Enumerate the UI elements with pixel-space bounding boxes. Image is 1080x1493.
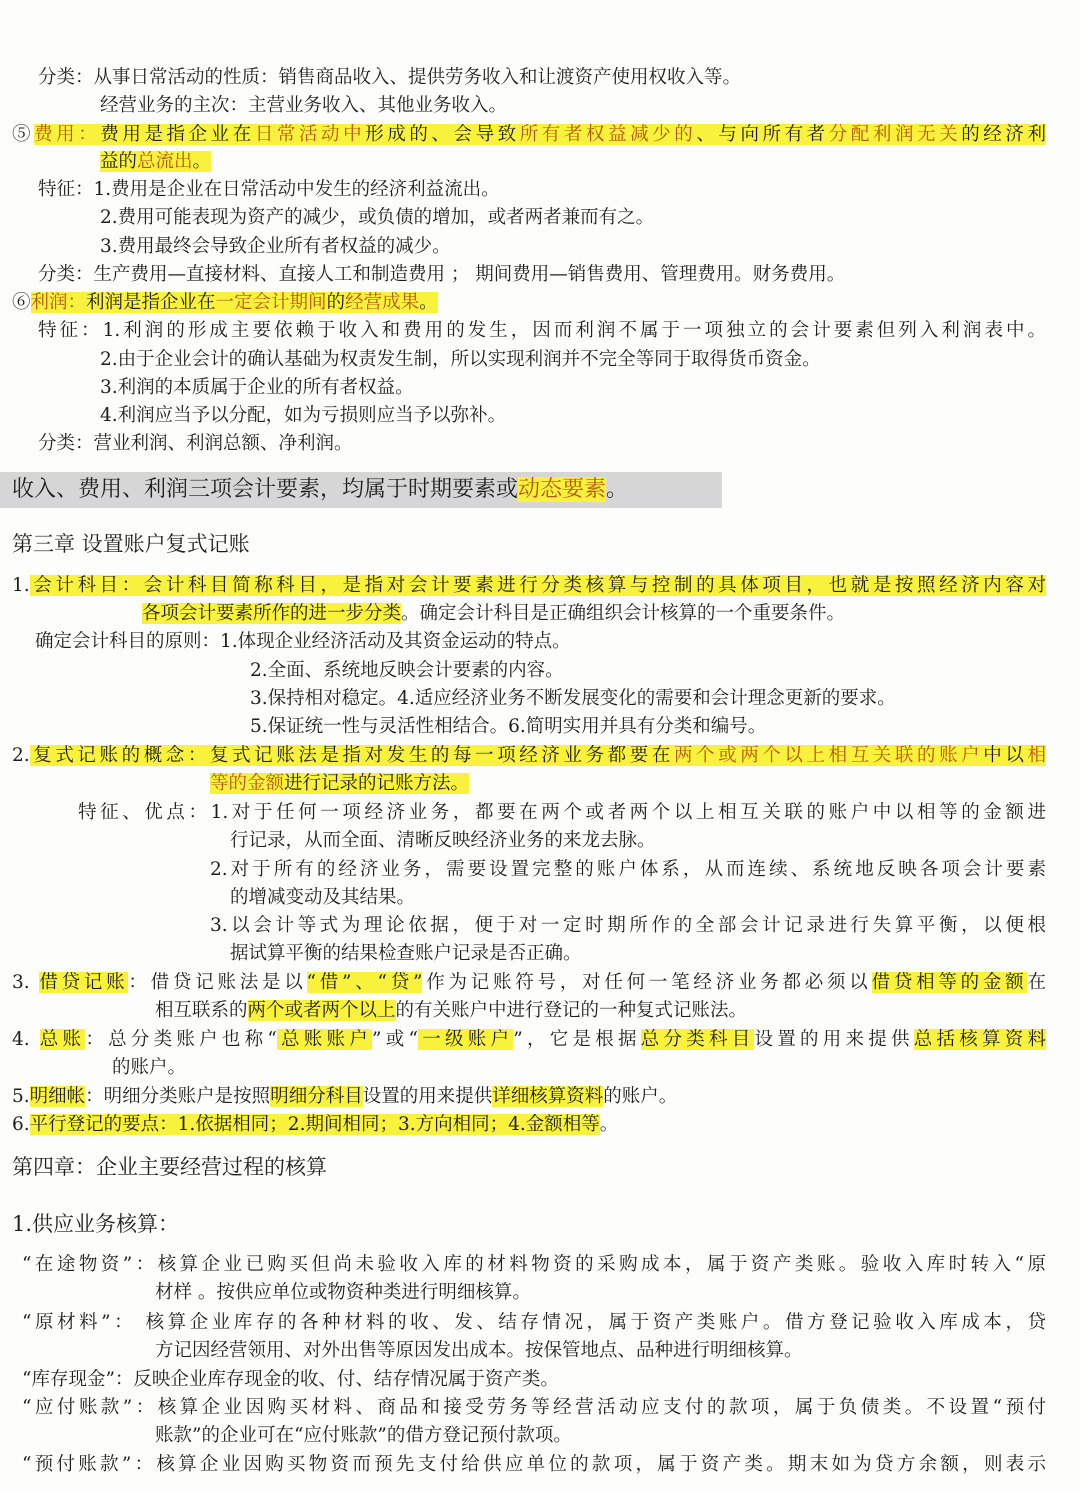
text-segment: ：总分类账户也称“ — [85, 1029, 277, 1050]
text-segment: “预付账款”：核算企业因购买物资而预先支付给供应单位的款项，属于资产类。期末如为贷方余额，则表示 — [22, 1454, 1046, 1475]
highlighted-text: 明细分科目 — [270, 1086, 363, 1107]
highlighted-text: 一定会计期间 — [215, 292, 327, 313]
text-line — [38, 317, 1046, 345]
text-segment: 3.以会计等式为理论依据，便于对一定时期所作的全部会计记录进行失算平衡，以便根 — [210, 915, 1046, 936]
account-line — [22, 1394, 1046, 1422]
chapter-heading — [12, 1153, 327, 1181]
text-segment: 相互联系的 — [155, 1000, 248, 1021]
text-segment: 的账户。 — [112, 1057, 187, 1078]
text-segment: 4. — [12, 1029, 40, 1050]
text-segment: 分类：从事日常活动的性质：销售商品收入、提供劳务收入和让渡资产使用权收入等。 — [38, 67, 742, 88]
text-segment: 设置的用来提供 — [362, 1086, 493, 1107]
highlighted-text: 利润： — [30, 292, 87, 313]
highlighted-text: 中以 — [983, 745, 1028, 766]
highlighted-text: 。 — [419, 292, 438, 313]
text-segment: 的有关账户中进行登记的一种复式记账法。 — [395, 1000, 748, 1021]
text-segment: 材样 。按供应单位或物资种类进行明细核算。 — [155, 1282, 531, 1303]
highlighted-text: 借贷相等的金额 — [871, 972, 1028, 993]
highlighted-text: 复式记账的概念： — [29, 745, 210, 766]
highlighted-text: 借贷记账 — [39, 972, 129, 993]
highlighted-text: 总流出 — [137, 151, 193, 172]
text-line — [35, 628, 571, 656]
text-segment: 在 — [1027, 972, 1046, 993]
text-line — [100, 346, 821, 374]
highlighted-text: 形成的、会导致 — [365, 124, 520, 145]
text-segment: “原材料”： 核算企业库存的各种材料的收、发、结存情况，属于资产类账户。借方登记验收入库成本，贷 — [22, 1312, 1046, 1333]
text-line — [210, 770, 469, 798]
highlighted-text: 的 — [326, 292, 346, 313]
highlighted-text: 总分类科目 — [640, 1029, 755, 1050]
highlighted-text: 进行记录的记账方法。 — [284, 773, 470, 794]
highlighted-text: 费用是指企业在 — [100, 124, 255, 145]
text-segment: 分类：营业利润、利润总额、净利润。 — [38, 433, 353, 454]
text-segment: ⑥ — [12, 292, 31, 313]
definition-line — [12, 1083, 677, 1111]
text-line — [100, 92, 507, 120]
summary-line — [12, 472, 628, 508]
highlighted-text: 会计科目简称科目，是指对会计要素进行分类核算与控制的具体项目，也就是按照经济内容对 — [143, 575, 1046, 596]
highlighted-text: 、与向所有者 — [696, 124, 829, 145]
definition-line — [12, 1111, 618, 1139]
text-segment: 方记因经营领用、对外出售等原因发出成本。按保管地点、品种进行明细核算。 — [155, 1340, 803, 1361]
account-line — [22, 1366, 559, 1394]
text-segment: ：借贷记账法是以 — [128, 972, 307, 993]
text-segment: 5.保证统一性与灵活性相结合。6.简明实用并具有分类和编号。 — [250, 716, 767, 737]
highlighted-text: 总账账户 — [276, 1029, 373, 1050]
text-line — [142, 600, 845, 628]
text-segment: ”或“ — [372, 1029, 418, 1050]
highlighted-text: 相 — [1027, 745, 1046, 766]
text-segment: 账款”的企业可在“应付账款”的借方登记预付款项。 — [155, 1425, 572, 1446]
text-segment: 作为记账符号，对任何一笔经济业务都必须以 — [422, 972, 872, 993]
text-segment: 的增减变动及其结果。 — [230, 887, 416, 908]
text-line — [210, 856, 1046, 884]
highlighted-text: 的经济利 — [961, 124, 1046, 145]
text-segment: 2.费用可能表现为资产的减少，或负债的增加，或者两者兼而有之。 — [100, 207, 655, 228]
text-line — [38, 64, 741, 92]
text-segment: 3.利润的本质属于企业的所有者权益。 — [100, 377, 414, 398]
text-segment: 2.全面、系统地反映会计要素的内容。 — [250, 660, 564, 681]
text-line — [155, 1337, 803, 1365]
text-segment: 6. — [12, 1114, 30, 1135]
text-segment: 收入、费用、利润三项会计要素，均属于时期要素或 — [12, 477, 519, 502]
highlighted-text: 会计科目： — [29, 575, 144, 596]
text-segment: 3. — [12, 972, 40, 993]
text-segment: ”，它是根据 — [513, 1029, 641, 1050]
highlighted-text: 。 — [192, 151, 212, 172]
text-line — [38, 176, 500, 204]
highlighted-text: 等的金额 — [210, 773, 285, 794]
highlighted-text: 益的 — [100, 151, 138, 172]
text-segment: 特征：1.利润的形成主要依赖于收入和费用的发生，因而利润不属于一项独立的会计要素但列入利润表中。 — [38, 320, 1046, 341]
text-line — [100, 233, 451, 261]
account-line — [22, 1309, 1046, 1337]
highlighted-text: 总括核算资料 — [913, 1029, 1046, 1050]
definition-line — [12, 969, 1046, 997]
text-segment: ：明细分类账户是按照 — [85, 1086, 271, 1107]
definition-line — [12, 289, 438, 317]
text-line — [155, 1279, 531, 1307]
account-line — [22, 1451, 1046, 1479]
account-line — [22, 1251, 1046, 1279]
text-segment: 2.对于所有的经济业务，需要设置完整的账户体系，从而连续、系统地反映各项会计要素 — [210, 859, 1046, 880]
text-line — [112, 1054, 186, 1082]
highlighted-text: 两个或两个以上相互关联的账户 — [673, 745, 984, 766]
text-segment: “库存现金”：反映企业库存现金的收、付、结存情况属于资产类。 — [22, 1369, 559, 1390]
text-segment: 1. — [12, 575, 30, 596]
definition-line — [12, 121, 1046, 149]
highlighted-text: 平行登记的要点：1.依据相同；2.期间相同；3.方向相同；4.金额相等 — [29, 1114, 600, 1135]
text-line — [100, 402, 506, 430]
text-line — [250, 713, 766, 741]
highlighted-text: 一级账户 — [417, 1029, 514, 1050]
highlighted-text: 总账 — [39, 1029, 86, 1050]
text-line — [38, 261, 845, 289]
highlighted-text: 经营成果 — [345, 292, 420, 313]
text-segment: 第四章：企业主要经营过程的核算 — [12, 1155, 327, 1179]
text-segment: 的账户。 — [603, 1086, 678, 1107]
definition-line — [12, 572, 1046, 600]
highlighted-text: 利润是指企业在 — [86, 292, 216, 313]
text-segment: 1.供应业务核算： — [12, 1212, 180, 1236]
text-line — [100, 374, 414, 402]
definition-line — [12, 742, 1046, 770]
text-segment: 分类：生产费用—直接材料、直接人工和制造费用 ； 期间费用—销售费用、管理费用。财务费用。 — [38, 264, 846, 285]
highlighted-text: 费用： — [34, 124, 101, 145]
highlighted-text: 日常活动中 — [254, 124, 366, 145]
text-line — [230, 827, 656, 855]
text-line — [100, 204, 654, 232]
text-segment: 3.保持相对稳定。4.适应经济业务不断发展变化的需要和会计理念更新的要求。 — [250, 688, 896, 709]
text-segment: 。确定会计科目是正确组织会计核算的一个重要条件。 — [401, 603, 846, 624]
text-line — [38, 430, 353, 458]
text-segment: 经营业务的主次：主营业务收入、其他业务收入。 — [100, 95, 508, 116]
text-segment: “在途物资”：核算企业已购买但尚未验收入库的材料物资的采购成本，属于资产类账。验收入库时转入“原 — [22, 1254, 1046, 1275]
text-line — [100, 148, 211, 176]
text-line — [250, 685, 896, 713]
text-segment: 2. — [12, 745, 30, 766]
highlighted-text: 各项会计要素所作的进一步分类 — [142, 603, 402, 624]
section-heading — [12, 1210, 179, 1238]
text-segment: 第三章 设置账户复式记账 — [12, 532, 250, 556]
text-segment: 确定会计科目的原则：1.体现企业经济活动及其资金运动的特点。 — [35, 631, 571, 652]
text-segment: 特征、优点：1.对于任何一项经济业务，都要在两个或者两个以上相互关联的账户中以相等的金额进 — [78, 802, 1046, 823]
text-segment: “应付账款”：核算企业因购买材料、商品和接受劳务等经营活动应支付的款项，属于负债类。不设置“预付 — [22, 1397, 1046, 1418]
text-line — [210, 912, 1046, 940]
highlighted-text: 明细帐 — [29, 1086, 86, 1107]
text-line — [230, 940, 582, 968]
text-segment: 3.费用最终会导致企业所有者权益的减少。 — [100, 236, 451, 257]
highlighted-text: 动态要素 — [518, 477, 607, 502]
highlighted-text: 复式记账法是指对发生的每一项经济业务都要在 — [210, 745, 674, 766]
text-segment: 。 — [599, 1114, 619, 1135]
text-segment: 2.由于企业会计的确认基础为权责发生制，所以实现利润并不完全等同于取得货币资金。 — [100, 349, 821, 370]
text-segment: 。 — [606, 477, 629, 502]
text-segment: 5. — [12, 1086, 30, 1107]
text-segment: 行记录，从而全面、清晰反映经济业务的来龙去脉。 — [230, 830, 656, 851]
text-line — [78, 799, 1046, 827]
highlighted-text: 详细核算资料 — [492, 1086, 604, 1107]
text-line — [155, 997, 747, 1025]
highlighted-text: “借”、“贷” — [306, 972, 423, 993]
text-segment: 设置的用来提供 — [754, 1029, 914, 1050]
text-segment: ⑤ — [12, 124, 35, 145]
highlighted-text: 分配利润无关 — [828, 124, 962, 145]
text-line — [230, 884, 415, 912]
text-segment: 特征：1.费用是企业在日常活动中发生的经济利益流出。 — [38, 179, 500, 200]
text-segment: 据试算平衡的结果检查账户记录是否正确。 — [230, 943, 582, 964]
text-line — [250, 657, 564, 685]
highlighted-text: 两个或者两个以上 — [247, 1000, 396, 1021]
text-segment: 4.利润应当予以分配，如为亏损则应当予以弥补。 — [100, 405, 507, 426]
chapter-heading — [12, 530, 250, 558]
definition-line — [12, 1026, 1046, 1054]
highlighted-text: 所有者权益减少的 — [519, 124, 697, 145]
text-line — [155, 1422, 572, 1450]
